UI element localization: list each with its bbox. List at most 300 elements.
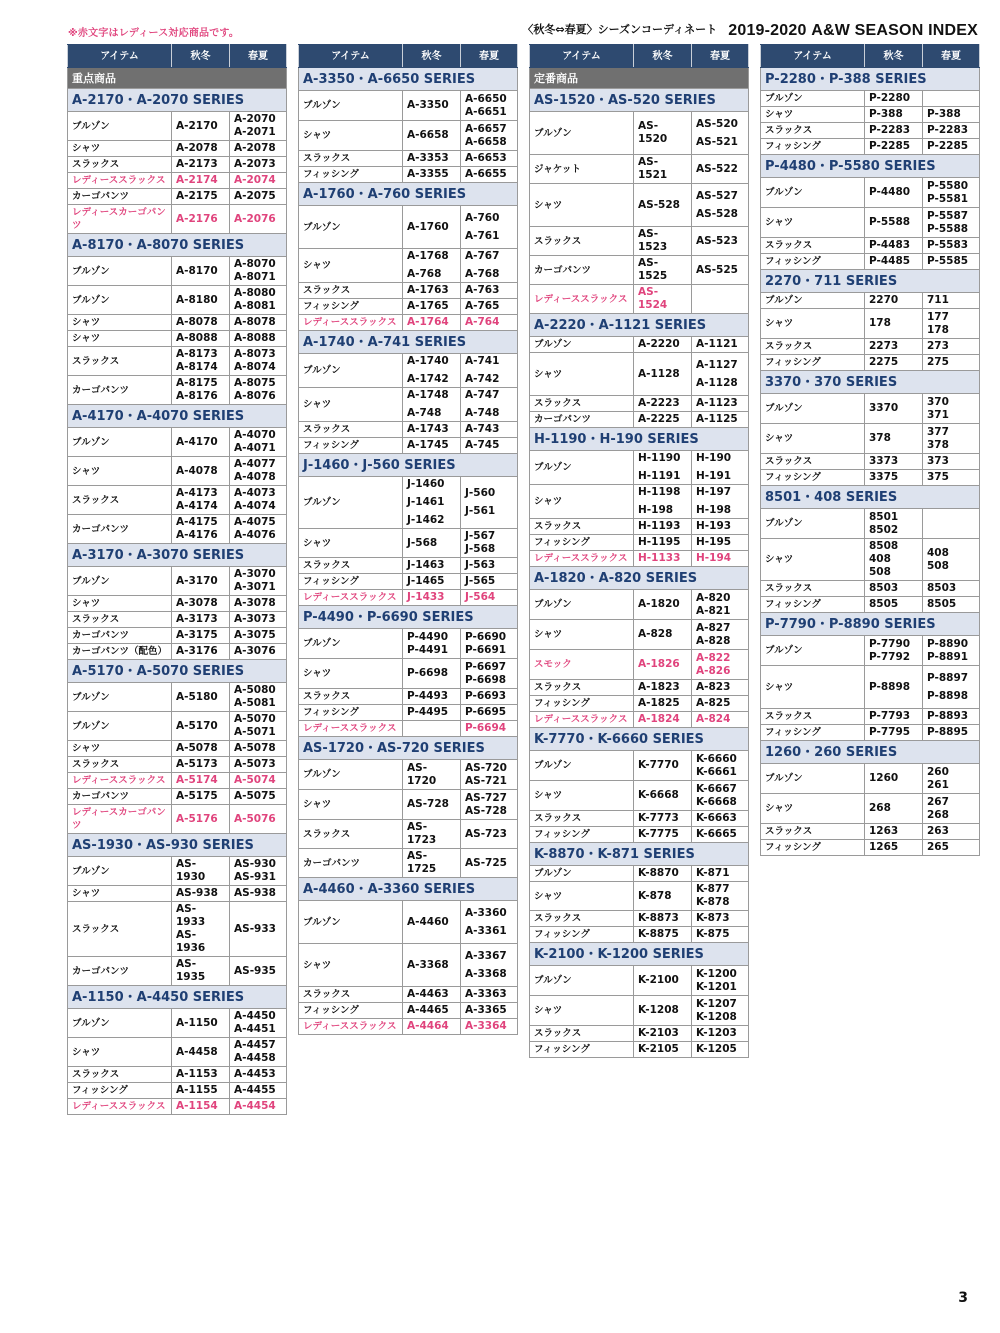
spring-summer-code <box>230 902 287 957</box>
series-row <box>299 606 518 629</box>
product-code: A-824 <box>696 713 731 725</box>
item-name: シャツ <box>761 208 865 238</box>
header-autumn-winter: 秋冬 <box>634 45 692 68</box>
series-title: 2270・711 SERIES <box>761 270 980 293</box>
product-code: J-563 <box>465 559 496 571</box>
product-code: AS-725 <box>465 856 507 869</box>
item-row <box>68 173 287 189</box>
spring-summer-code <box>230 789 287 805</box>
item-row <box>68 189 287 205</box>
spring-summer-code <box>923 470 980 486</box>
series-title: J-1460・J-560 SERIES <box>299 454 518 477</box>
item-name: カーゴパンツ <box>68 789 172 805</box>
product-code: A-4078 <box>234 471 276 483</box>
product-code: A-827 <box>696 621 731 634</box>
spring-summer-code <box>923 339 980 355</box>
spring-summer-code <box>692 827 749 843</box>
header-item: アイテム <box>761 45 865 68</box>
product-code: K-6661 <box>696 765 737 778</box>
product-code: K-8873 <box>638 912 679 924</box>
product-code: AS-723 <box>465 827 507 840</box>
product-code: AS-1723 <box>407 821 437 846</box>
product-code: 1265 <box>869 841 899 853</box>
item-name: レディーススラックス <box>530 551 634 567</box>
series-row <box>530 843 749 866</box>
spring-summer-code <box>461 388 518 422</box>
autumn-winter-code <box>172 757 230 773</box>
item-row <box>68 257 287 286</box>
product-code: P-6691 <box>465 643 507 656</box>
spring-summer-code <box>923 123 980 139</box>
item-row <box>761 107 980 123</box>
spring-summer-code <box>230 315 287 331</box>
item-row <box>68 428 287 457</box>
product-code: A-4451 <box>234 1023 276 1035</box>
item-row <box>530 1026 749 1042</box>
product-code: AS-520 <box>696 117 738 130</box>
product-code: A-1743 <box>407 423 449 435</box>
item-row <box>299 721 518 737</box>
autumn-winter-code <box>403 558 461 574</box>
product-code: J-560 <box>465 487 496 499</box>
item-row <box>68 857 287 886</box>
product-code: A-5180 <box>176 690 218 703</box>
product-code: P-5580 <box>927 179 969 192</box>
series-row <box>530 428 749 451</box>
product-code: A-4454 <box>234 1100 276 1112</box>
product-code: A-8078 <box>234 316 276 328</box>
item-name: ブルゾン <box>68 567 172 596</box>
product-code: H-198 <box>696 504 732 516</box>
autumn-winter-code <box>403 849 461 878</box>
product-code: A-2174 <box>176 174 218 186</box>
item-name: シャツ <box>761 539 865 581</box>
autumn-winter-code <box>634 337 692 353</box>
product-code: H-1190 <box>638 452 681 464</box>
product-code: A-8070 <box>234 258 276 270</box>
product-code: H-198 <box>638 504 674 516</box>
product-code: 267 <box>927 795 949 808</box>
item-name: スラックス <box>299 422 403 438</box>
autumn-winter-code <box>634 696 692 712</box>
item-name: スラックス <box>530 811 634 827</box>
item-row <box>299 438 518 454</box>
autumn-winter-code <box>172 141 230 157</box>
product-code: K-2103 <box>638 1027 679 1039</box>
product-code: A-1128 <box>696 376 738 389</box>
item-row <box>68 612 287 628</box>
item-row <box>530 485 749 519</box>
item-name: スラックス <box>761 238 865 254</box>
series-title: A-1820・A-820 SERIES <box>530 567 749 590</box>
product-code: P-6694 <box>465 722 507 734</box>
product-code: AS-521 <box>696 135 738 148</box>
item-row <box>299 689 518 705</box>
category-label: 重点商品 <box>68 68 287 89</box>
autumn-winter-code <box>403 659 461 689</box>
product-code: A-4460 <box>407 915 449 928</box>
product-code: AS-1720 <box>407 761 437 787</box>
product-code: AS-528 <box>638 198 680 211</box>
spring-summer-code <box>461 354 518 388</box>
item-row <box>299 820 518 849</box>
item-name: シャツ <box>299 529 403 558</box>
product-code: 378 <box>927 438 949 451</box>
product-code: A-1153 <box>176 1068 218 1080</box>
item-name: シャツ <box>68 741 172 757</box>
item-row <box>530 519 749 535</box>
product-code: A-742 <box>465 373 500 385</box>
autumn-winter-code <box>403 944 461 987</box>
product-code: A-761 <box>465 229 500 242</box>
product-code: AS-728 <box>465 804 507 817</box>
item-name: スラックス <box>299 558 403 574</box>
header-spring-summer: 春夏 <box>923 45 980 68</box>
product-code: A-4074 <box>234 500 276 512</box>
product-code: P-7793 <box>869 710 911 722</box>
spring-summer-code <box>230 157 287 173</box>
product-code: A-3353 <box>407 152 449 164</box>
series-title: A-4460・A-3360 SERIES <box>299 878 518 901</box>
item-row <box>299 659 518 689</box>
item-name: シャツ <box>761 794 865 824</box>
autumn-winter-code <box>865 539 923 581</box>
spring-summer-code <box>461 629 518 659</box>
autumn-winter-code <box>865 764 923 794</box>
product-code: P-4493 <box>407 690 449 702</box>
header-autumn-winter: 秋冬 <box>172 45 230 68</box>
autumn-winter-code <box>403 1019 461 1035</box>
autumn-winter-code <box>634 1042 692 1058</box>
item-row <box>68 1099 287 1115</box>
product-code: 508 <box>869 566 891 578</box>
item-row <box>530 256 749 285</box>
item-row <box>299 849 518 878</box>
item-row <box>299 944 518 987</box>
item-row <box>530 882 749 911</box>
autumn-winter-code <box>172 1099 230 1115</box>
product-code: K-1208 <box>638 1004 679 1016</box>
spring-summer-code <box>461 760 518 790</box>
item-name: カーゴパンツ <box>68 189 172 205</box>
item-row <box>530 811 749 827</box>
autumn-winter-code <box>172 789 230 805</box>
autumn-winter-code <box>403 354 461 388</box>
product-code: A-2220 <box>638 338 680 350</box>
spring-summer-code <box>461 167 518 183</box>
product-code: A-4075 <box>234 516 276 528</box>
product-code: A-3176 <box>176 645 218 657</box>
product-code: K-878 <box>638 889 672 902</box>
spring-summer-code <box>692 1026 749 1042</box>
spring-summer-code <box>692 519 749 535</box>
spring-summer-code <box>923 309 980 339</box>
item-name: カーゴパンツ <box>299 849 403 878</box>
autumn-winter-code <box>865 581 923 597</box>
product-code: A-5071 <box>234 726 276 738</box>
item-row <box>761 709 980 725</box>
spring-summer-code <box>461 206 518 249</box>
item-name: フィッシング <box>299 299 403 315</box>
product-code: 268 <box>927 808 949 821</box>
product-code: A-5078 <box>234 742 276 754</box>
product-code: A-767 <box>465 250 500 262</box>
product-code: AS-930 <box>234 858 276 870</box>
product-code: AS-1930 <box>176 858 206 883</box>
item-name: ブルゾン <box>530 751 634 781</box>
product-code: AS-721 <box>465 774 507 787</box>
autumn-winter-code <box>403 987 461 1003</box>
product-code: A-765 <box>465 300 500 312</box>
product-code: A-8080 <box>234 287 276 299</box>
item-name: スラックス <box>761 339 865 355</box>
spring-summer-code <box>230 741 287 757</box>
autumn-winter-code <box>172 741 230 757</box>
item-row <box>68 315 287 331</box>
autumn-winter-code <box>403 721 461 737</box>
autumn-winter-code <box>172 457 230 486</box>
item-row <box>299 315 518 331</box>
series-title: P-4490・P-6690 SERIES <box>299 606 518 629</box>
spring-summer-code <box>461 283 518 299</box>
product-code: A-2225 <box>638 413 680 425</box>
item-name: スラックス <box>299 689 403 705</box>
product-code: AS-523 <box>696 234 738 247</box>
spring-summer-code <box>692 412 749 428</box>
autumn-winter-code <box>172 902 230 957</box>
series-row <box>68 834 287 857</box>
series-row <box>761 613 980 636</box>
product-code: A-743 <box>465 423 500 435</box>
autumn-winter-code <box>403 438 461 454</box>
series-title: H-1190・H-190 SERIES <box>530 428 749 451</box>
spring-summer-code <box>461 849 518 878</box>
autumn-winter-code <box>634 535 692 551</box>
item-row <box>299 590 518 606</box>
spring-summer-code <box>230 1067 287 1083</box>
product-code: A-3350 <box>407 99 449 111</box>
item-row <box>68 757 287 773</box>
product-code: 275 <box>927 356 949 368</box>
item-row <box>299 629 518 659</box>
product-code: A-5174 <box>176 774 218 786</box>
item-name: スラックス <box>299 151 403 167</box>
autumn-winter-code <box>865 636 923 666</box>
item-name: フィッシング <box>299 438 403 454</box>
spring-summer-code <box>692 227 749 256</box>
item-row <box>68 628 287 644</box>
product-code: AS-727 <box>465 791 507 804</box>
product-code: 273 <box>927 340 949 352</box>
item-name: スモック <box>530 650 634 680</box>
item-name: レディーススラックス <box>299 721 403 737</box>
spring-summer-code <box>230 712 287 741</box>
spring-summer-code <box>230 112 287 141</box>
product-code: J-568 <box>465 543 496 555</box>
product-code: A-6658 <box>407 129 449 141</box>
item-name: シャツ <box>299 121 403 151</box>
product-code: J-564 <box>465 591 496 603</box>
item-name: カーゴパンツ <box>68 957 172 986</box>
item-name: ブルゾン <box>530 590 634 620</box>
item-row <box>299 901 518 944</box>
product-code: K-1201 <box>696 980 737 993</box>
spring-summer-code <box>461 1019 518 1035</box>
autumn-winter-code <box>865 725 923 741</box>
item-row <box>299 388 518 422</box>
product-code: 8501 <box>869 510 899 523</box>
spring-summer-code <box>230 1083 287 1099</box>
product-code: A-5078 <box>176 742 218 754</box>
product-code: K-877 <box>696 883 730 895</box>
autumn-winter-code <box>172 257 230 286</box>
series-row <box>68 544 287 567</box>
spring-summer-code <box>692 485 749 519</box>
spring-summer-code <box>923 764 980 794</box>
table-header-row <box>68 45 287 68</box>
spring-summer-code <box>230 757 287 773</box>
item-row <box>68 457 287 486</box>
item-name: シャツ <box>299 944 403 987</box>
item-row <box>530 184 749 227</box>
autumn-winter-code <box>403 422 461 438</box>
product-code: 3373 <box>869 455 899 467</box>
product-code: K-6663 <box>696 812 737 824</box>
item-name: ブルゾン <box>299 91 403 121</box>
series-row <box>299 183 518 206</box>
item-row <box>761 394 980 424</box>
item-name: ブルゾン <box>299 629 403 659</box>
product-code: H-1198 <box>638 486 681 498</box>
item-name: フィッシング <box>761 254 865 270</box>
item-row <box>530 751 749 781</box>
product-code: A-825 <box>696 697 731 709</box>
autumn-winter-code <box>634 396 692 412</box>
product-code: A-6655 <box>465 168 507 180</box>
item-name: スラックス <box>68 902 172 957</box>
item-row <box>761 238 980 254</box>
product-code: J-1465 <box>407 575 445 587</box>
autumn-winter-code <box>865 107 923 123</box>
spring-summer-code <box>461 438 518 454</box>
item-row <box>530 451 749 485</box>
item-row <box>761 424 980 454</box>
autumn-winter-code <box>403 529 461 558</box>
product-code: AS-931 <box>234 871 276 883</box>
autumn-winter-code <box>403 574 461 590</box>
spring-summer-code <box>923 394 980 424</box>
product-code: 8505 <box>869 598 899 610</box>
autumn-winter-code <box>634 650 692 680</box>
product-code: 261 <box>927 778 949 791</box>
product-code: 8508 <box>869 540 899 552</box>
spring-summer-code <box>461 987 518 1003</box>
item-name: シャツ <box>68 886 172 902</box>
item-name: シャツ <box>530 485 634 519</box>
product-code: H-1133 <box>638 552 681 564</box>
spring-summer-code <box>230 173 287 189</box>
autumn-winter-code <box>403 299 461 315</box>
spring-summer-code <box>461 689 518 705</box>
item-name: ブルゾン <box>530 866 634 882</box>
item-name: レディースカーゴパンツ <box>68 805 172 834</box>
product-code: A-1742 <box>407 373 449 385</box>
product-code: A-4450 <box>234 1010 276 1022</box>
series-title: P-2280・P-388 SERIES <box>761 68 980 91</box>
item-row <box>761 91 980 107</box>
item-name: フィッシング <box>299 574 403 590</box>
product-code: 263 <box>927 825 949 837</box>
autumn-winter-code <box>634 451 692 485</box>
product-code: H-1191 <box>638 470 681 482</box>
item-name: シャツ <box>761 424 865 454</box>
item-name: シャツ <box>761 666 865 709</box>
spring-summer-code <box>230 1099 287 1115</box>
product-code: 408 <box>869 553 891 565</box>
autumn-winter-code <box>865 91 923 107</box>
product-code: A-8088 <box>176 332 218 344</box>
product-code: A-3070 <box>234 568 276 580</box>
product-code: J-1433 <box>407 591 445 603</box>
autumn-winter-code <box>634 781 692 811</box>
item-name: シャツ <box>761 107 865 123</box>
header-autumn-winter: 秋冬 <box>865 45 923 68</box>
product-code: A-748 <box>407 407 442 419</box>
product-code: P-5587 <box>927 209 969 222</box>
item-name: シャツ <box>68 141 172 157</box>
product-code: A-8076 <box>234 390 276 402</box>
product-code: A-5081 <box>234 697 276 709</box>
product-code: A-828 <box>696 634 731 647</box>
product-code: 1263 <box>869 825 899 837</box>
product-code: H-1195 <box>638 536 681 548</box>
item-name: シャツ <box>68 331 172 347</box>
product-code: A-1740 <box>407 355 449 367</box>
spring-summer-code <box>923 824 980 840</box>
product-code: A-8175 <box>176 377 218 389</box>
autumn-winter-code <box>403 901 461 944</box>
autumn-winter-code <box>172 886 230 902</box>
product-code: P-6693 <box>465 690 507 702</box>
product-code: A-5070 <box>234 713 276 725</box>
item-name: レディーススラックス <box>68 1099 172 1115</box>
spring-summer-code <box>230 347 287 376</box>
product-code: A-8074 <box>234 361 276 373</box>
autumn-winter-code <box>172 612 230 628</box>
autumn-winter-code <box>403 705 461 721</box>
product-code: A-2073 <box>234 158 276 170</box>
product-code: K-7775 <box>638 828 679 840</box>
item-name: ブルゾン <box>761 636 865 666</box>
product-code: AS-1933 <box>176 903 206 928</box>
spring-summer-code <box>923 254 980 270</box>
product-code: A-8078 <box>176 316 218 328</box>
item-row <box>530 696 749 712</box>
autumn-winter-code <box>634 827 692 843</box>
spring-summer-code <box>692 337 749 353</box>
item-name: シャツ <box>530 882 634 911</box>
product-code: 265 <box>927 841 949 853</box>
product-code: P-8898 <box>927 689 969 702</box>
series-title: K-7770・K-6660 SERIES <box>530 728 749 751</box>
product-code: 3375 <box>869 471 899 483</box>
spring-summer-code <box>230 683 287 712</box>
product-code: A-8173 <box>176 348 218 360</box>
item-name: ブルゾン <box>68 257 172 286</box>
spring-summer-code <box>923 454 980 470</box>
product-code: 2275 <box>869 356 899 368</box>
autumn-winter-code <box>403 388 461 422</box>
